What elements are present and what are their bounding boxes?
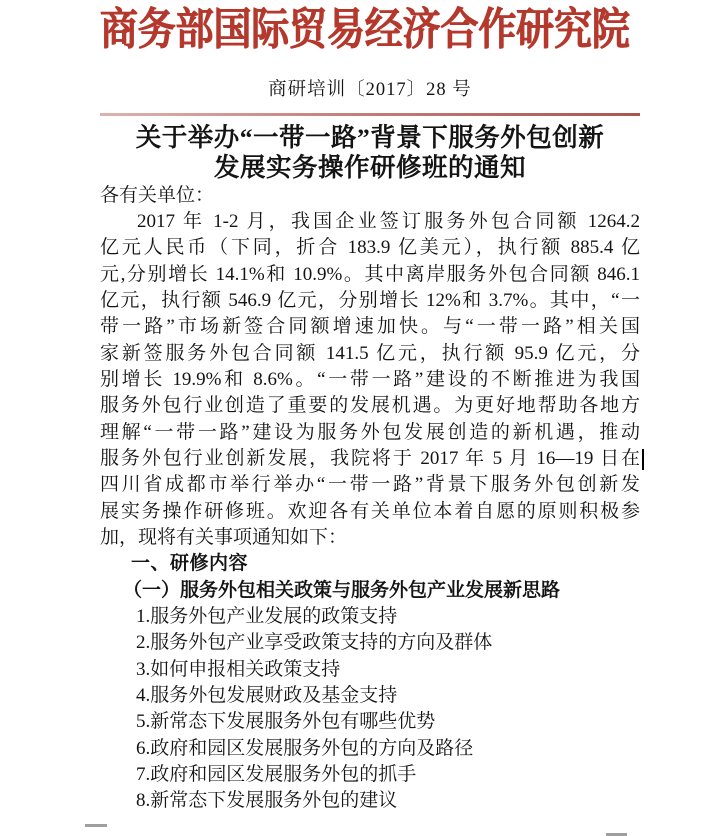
doc-number: 商研培训〔2017〕28 号 [268,80,472,100]
body-line: 2017 年 1-2 月，我国企业签订服务外包合同额 1264.2 [137,210,640,232]
section-heading: 一、研修内容 [131,553,249,575]
item-list [100,604,640,815]
list-item: 1.服务外包产业发展的政策支持 [136,606,398,627]
body-line: 加，现将有关事项通知如下： [100,526,348,548]
document-content [100,0,640,815]
body-line: 亿元人民币（下同，折合 183.9 亿美元），执行额 885.4 亿 [100,237,640,259]
list-item: 3.如何申报相关政策支持 [136,658,341,680]
title-line-1: 关于举办“一带一路”背景下服务外包创新 [135,122,605,152]
body-line: 展实务操作研修班。欢迎各有关单位本着自愿的原则积极参 [100,500,640,522]
body-line: 四川省成都市举行举办“一带一路”背景下服务外包创新发 [100,474,640,496]
list-item: 2.服务外包产业享受政策支持的方向及群体 [136,632,493,654]
body-line: 元,分别增长 14.1%和 10.9%。其中离岸服务外包合同额 846.1 [100,263,640,285]
list-item: 4.服务外包发展财政及基金支持 [136,685,398,707]
list-item: 8.新常态下发展服务外包的建议 [136,790,398,812]
body-line: 别增长 19.9%和 8.6%。“一带一路”建设的不断推进为我国 [100,368,640,390]
list-item: 6.政府和园区发展服务外包的方向及路径 [136,737,474,759]
page-bottom-artifact-left [85,824,107,827]
document-title [100,123,640,183]
letterhead-org-name: 商务部国际贸易经济合作研究院 [100,5,630,54]
body-line: 服务外包行业创造了重要的发展机遇。为更好地帮助各地方 [100,395,640,417]
title-line-2: 发展实务操作研修班的通知 [213,152,526,182]
text-cursor [642,449,644,470]
body-line: 理解“一带一路”建设为服务外包发展创造的新机遇，推动 [100,421,640,443]
salutation: 各有关单位： [100,184,215,206]
body-paragraph [100,209,640,551]
body-line: 服务外包行业创新发展，我院将于 2017 年 5 月 16—19 日在 [100,446,640,472]
list-item: 5.新常态下发展服务外包有哪些优势 [136,711,436,733]
red-divider-line [100,113,640,116]
body-line: 带一路”市场新签合同额增速加快。与“一带一路”相关国 [100,316,640,338]
list-item: 7.政府和园区发展服务外包的抓手 [136,764,417,786]
body-line: 亿元，执行额 546.9 亿元，分别增长 12%和 3.7%。其中，“一 [100,289,640,311]
body-line: 家新签服务外包合同额 141.5 亿元，执行额 95.9 亿元，分 [100,342,640,364]
subsection-heading: （一）服务外包相关政策与服务外包产业发展新思路 [123,579,561,601]
